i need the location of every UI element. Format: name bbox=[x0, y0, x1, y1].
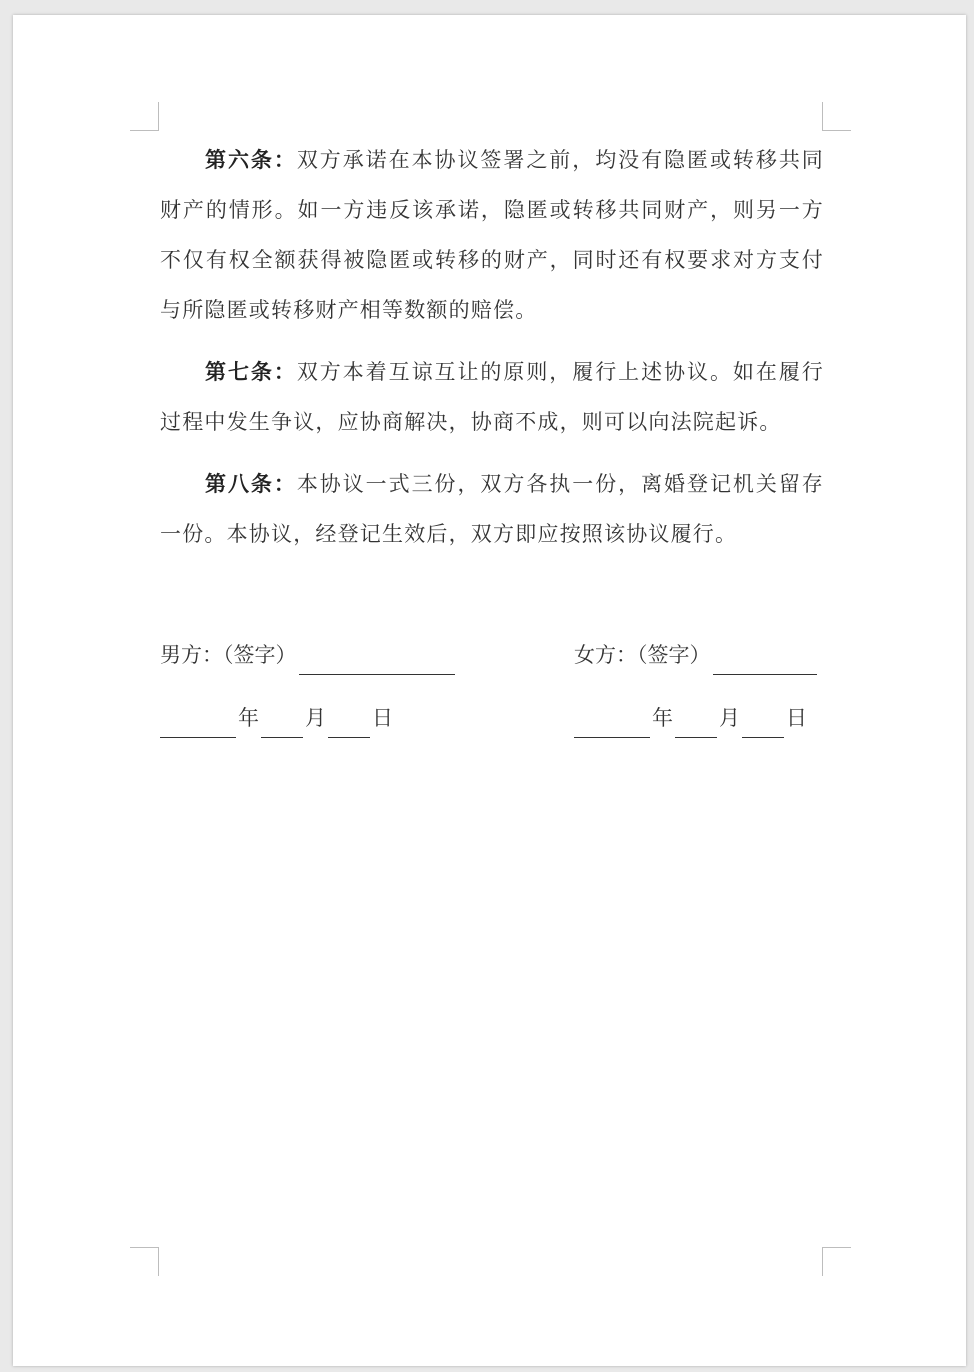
female-date-day-label: 日 bbox=[786, 706, 807, 730]
margin-corner-bottom-left bbox=[130, 1247, 159, 1276]
male-date-day-blank[interactable] bbox=[328, 707, 370, 738]
date-row bbox=[160, 698, 824, 738]
article-6 bbox=[160, 135, 824, 335]
document-page bbox=[13, 15, 966, 1366]
male-date-day-label: 日 bbox=[372, 706, 393, 730]
article-8-text: 本协议一式三份，双方各执一份，离婚登记机关留存一份。本协议，经登记生效后，双方即应按照该协议履行。 bbox=[160, 472, 824, 546]
male-signature bbox=[160, 635, 457, 675]
margin-corner-top-right bbox=[822, 102, 851, 131]
article-8-heading: 第八条： bbox=[205, 471, 297, 496]
female-date-month-blank[interactable] bbox=[675, 707, 717, 738]
female-date-month-label: 月 bbox=[719, 706, 740, 730]
article-7-text: 双方本着互谅互让的原则，履行上述协议。如在履行过程中发生争议，应协商解决，协商不成，则可以向法院起诉。 bbox=[160, 360, 824, 434]
male-date-month-blank[interactable] bbox=[261, 707, 303, 738]
article-6-heading: 第六条： bbox=[205, 147, 297, 172]
female-signature-line[interactable] bbox=[713, 644, 817, 675]
article-8 bbox=[160, 459, 824, 559]
article-6-text: 双方承诺在本协议签署之前，均没有隐匿或转移共同财产的情形。如一方违反该承诺，隐匿或转移共同财产，则另一方不仅有权全额获得被隐匿或转移的财产，同时还有权要求对方支付与所隐匿或转移财产相等数额的赔偿。 bbox=[160, 148, 824, 322]
male-signature-line[interactable] bbox=[299, 644, 455, 675]
article-7 bbox=[160, 347, 824, 447]
male-date bbox=[160, 698, 393, 738]
female-date bbox=[574, 698, 807, 738]
male-date-month-label: 月 bbox=[305, 706, 326, 730]
document-body bbox=[160, 135, 824, 571]
female-date-year-label: 年 bbox=[652, 706, 673, 730]
female-date-day-blank[interactable] bbox=[742, 707, 784, 738]
female-signature-label: 女方：（签字） bbox=[574, 643, 711, 667]
signature-row bbox=[160, 635, 824, 675]
margin-corner-top-left bbox=[130, 102, 159, 131]
margin-corner-bottom-right bbox=[822, 1247, 851, 1276]
male-signature-label: 男方：（签字） bbox=[160, 643, 297, 667]
male-date-year-label: 年 bbox=[238, 706, 259, 730]
article-7-heading: 第七条： bbox=[205, 359, 297, 384]
female-signature bbox=[574, 635, 819, 675]
male-date-year-blank[interactable] bbox=[160, 707, 236, 738]
female-date-year-blank[interactable] bbox=[574, 707, 650, 738]
